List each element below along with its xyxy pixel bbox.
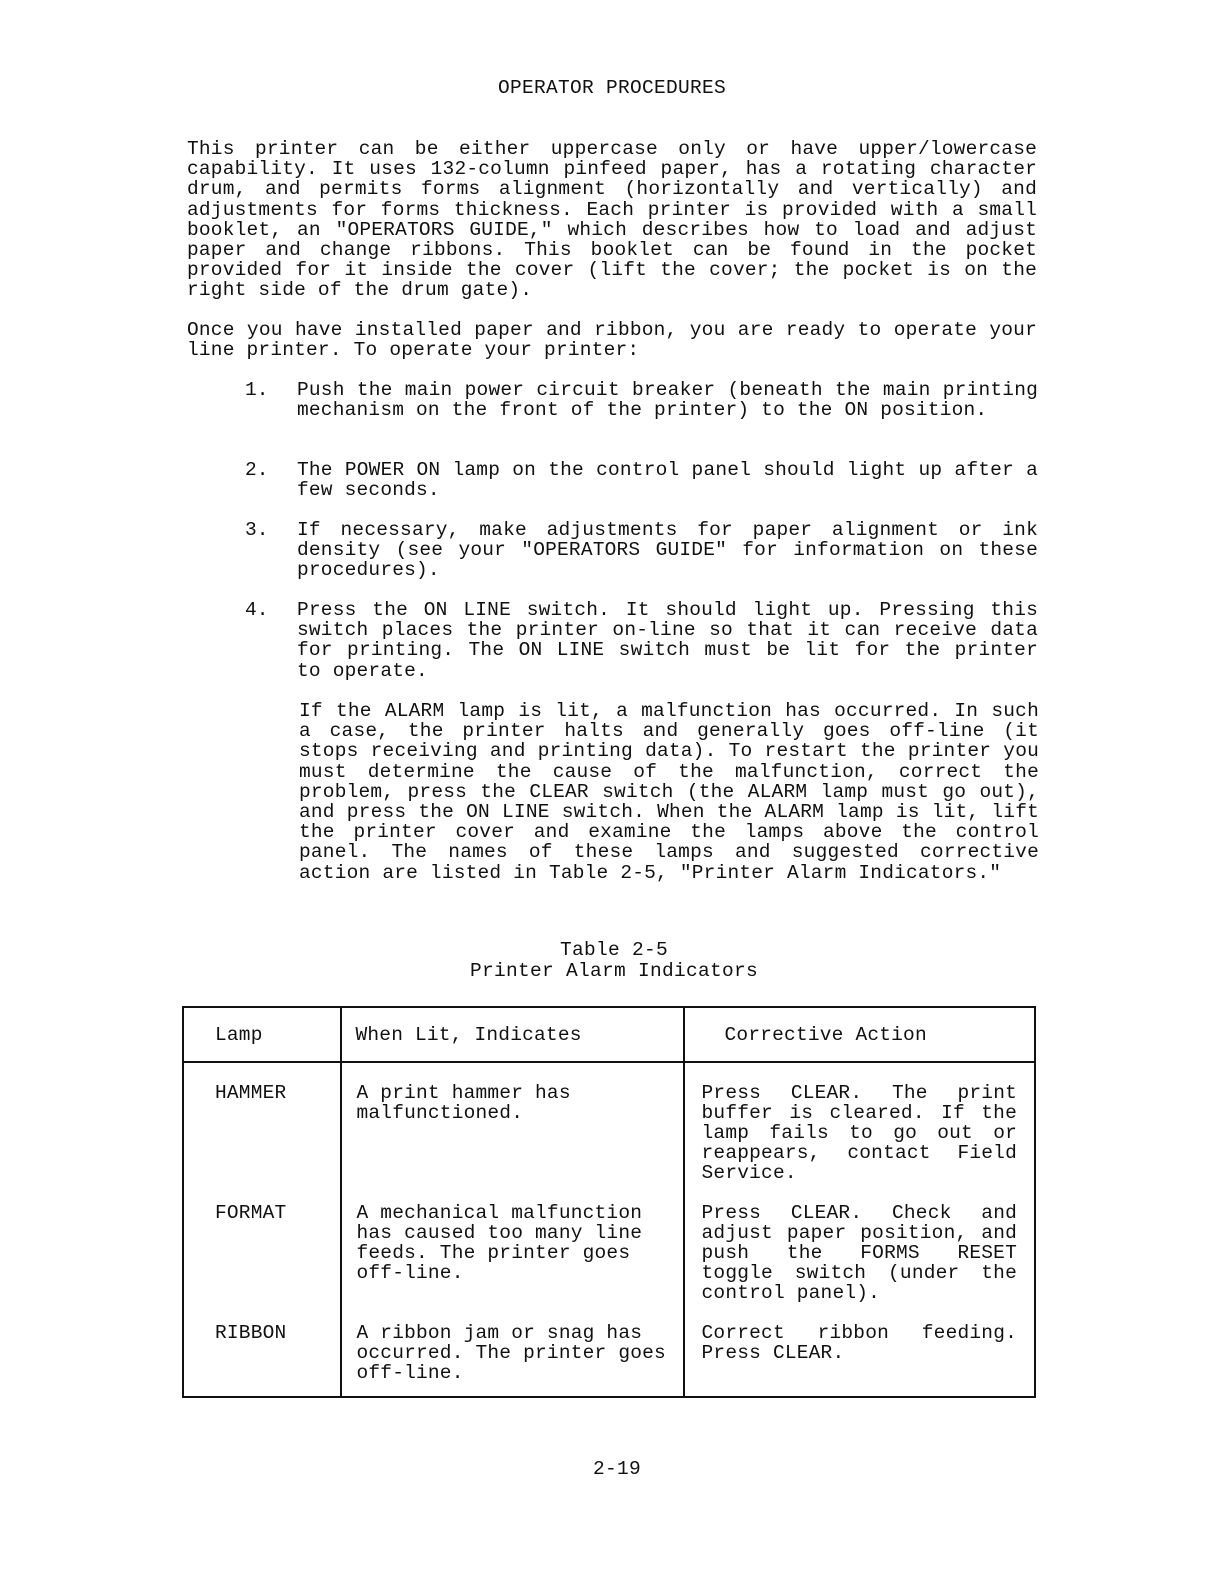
header-lamp: Lamp — [183, 1007, 341, 1062]
indicates-cell: A print hammer has malfunctioned. — [341, 1062, 683, 1203]
step-text: Press the ON LINE switch. It should light up. Pressing this switch places the printer on-line so that it can receive data for printing. The ON LINE switch must be lit for the printer to operate. — [297, 599, 1038, 682]
table-caption — [0, 940, 1224, 981]
step-number: 2. — [245, 459, 269, 481]
table-number: Table 2-5 — [559, 939, 669, 961]
indicates-cell: A ribbon jam or snag has occurred. The printer goes off-line. — [341, 1323, 683, 1397]
step-number: 4. — [245, 599, 269, 621]
operate-intro-paragraph: Once you have installed paper and ribbon, you are ready to operate your line printer. To operate your printer: — [187, 319, 1037, 362]
header-indicates: When Lit, Indicates — [341, 1007, 683, 1062]
table-row — [183, 1062, 1035, 1203]
table-row — [183, 1203, 1035, 1323]
alarm-indicators-table — [182, 1006, 1036, 1398]
step-text: If necessary, make adjustments for paper alignment or ink density (see your "OPERATORS GUIDE" for information on these procedures). — [297, 519, 1038, 582]
step-1 — [245, 380, 1038, 420]
lamp-cell: HAMMER — [183, 1062, 341, 1203]
step-3 — [245, 520, 1038, 581]
indicates-cell: A mechanical malfunction has caused too many line feeds. The printer goes off-line. — [341, 1203, 683, 1323]
table-header-row — [183, 1007, 1035, 1062]
step-text: The POWER ON lamp on the control panel should light up after a few seconds. — [297, 459, 1038, 502]
lamp-cell: FORMAT — [183, 1203, 341, 1323]
lamp-cell: RIBBON — [183, 1323, 341, 1397]
step-text: Push the main power circuit breaker (beneath the main printing mechanism on the front of the printer) to the ON position. — [297, 379, 1038, 422]
step-number: 3. — [245, 519, 269, 541]
table-row — [183, 1323, 1035, 1397]
action-cell: Press CLEAR. The print buffer is cleared. If the lamp fails to go out or reappears, contact Field Service. — [684, 1062, 1035, 1203]
table-title: Printer Alarm Indicators — [469, 959, 759, 982]
action-cell: Press CLEAR. Check and adjust paper position, and push the FORMS RESET toggle switch (under the control panel). — [684, 1203, 1035, 1323]
step-2 — [245, 460, 1038, 500]
intro-paragraph: This printer can be either uppercase only or have upper/lowercase capability. It uses 132-column pinfeed paper, has a rotating character drum, and permits forms alignment (horizontally and vertically) and adjustments for forms thickness. Each printer is provided with a small booklet, an "OPERATORS GUIDE," which describes how to load and adjust paper and change ribbons. This booklet can be found in the pocket provided for it inside the cover (lift the cover; the pocket is on the right side of the drum gate). — [187, 138, 1037, 302]
alarm-paragraph: If the ALARM lamp is lit, a malfunction has occurred. In such a case, the printer halts and generally goes off-line (it stops receiving and printing data). To restart the printer you must determine the cause of the malfunction, correct the problem, press the CLEAR switch (the ALARM lamp must go out), and press the ON LINE switch. When the ALARM lamp is lit, lift the printer cover and examine the lamps above the control panel. The names of these lamps and suggested corrective action are listed in Table 2-5, "Printer Alarm Indicators." — [299, 700, 1039, 884]
page-number: 2-19 — [592, 1458, 641, 1480]
page-title: OPERATOR PROCEDURES — [497, 77, 727, 99]
step-number: 1. — [245, 379, 269, 401]
header-action: Corrective Action — [684, 1007, 1035, 1062]
step-4 — [245, 600, 1038, 681]
action-cell: Correct ribbon feeding. Press CLEAR. — [684, 1323, 1035, 1397]
